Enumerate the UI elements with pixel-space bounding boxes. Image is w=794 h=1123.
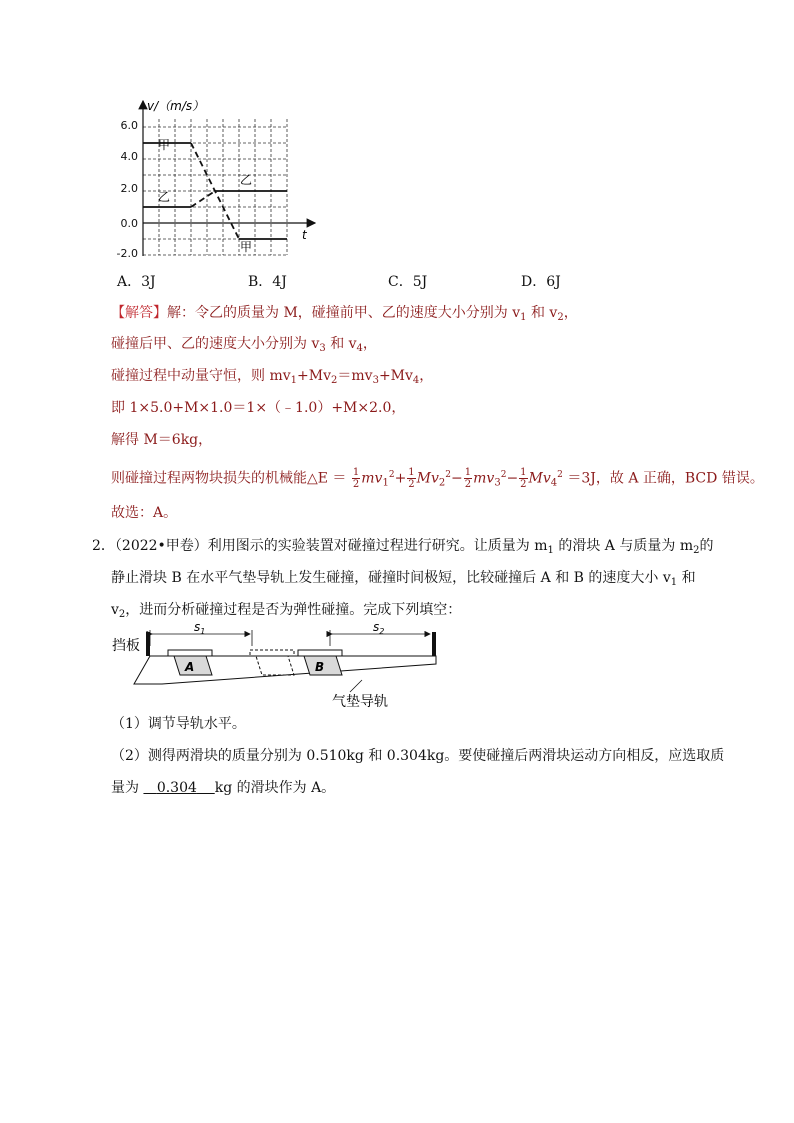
subscript: 1	[547, 545, 554, 556]
baffle-label: 挡板	[112, 638, 140, 654]
track-label-pointer	[350, 680, 362, 692]
text: 和	[681, 570, 696, 586]
text: +Mv	[378, 368, 413, 384]
fraction-half: $\frac{1}{2}$	[408, 467, 415, 491]
y-tick-labels	[117, 119, 138, 260]
fraction-half: $\frac{1}{2}$	[520, 467, 527, 491]
s1-label: $s_1$	[194, 620, 206, 636]
solution-line-1	[111, 303, 578, 328]
q2-part-2: （2）测得两滑块的质量分别为 0.510kg 和 0.304kg。要使碰撞后两滑块运动方向相反，应选取质	[111, 748, 725, 764]
subscript: 4	[356, 343, 363, 354]
slider-a-label: A	[185, 660, 195, 674]
text: 静止滑块 B 在水平气垫导轨上发生碰撞，碰撞时间极短，比较碰撞后 A 和 B 的速度大小 v	[111, 570, 671, 586]
text: 碰撞过程中动量守恒，则 mv	[111, 368, 291, 384]
text: ，进而分析碰撞过程是否为弹性碰撞。完成下列填空：	[125, 602, 462, 618]
subscript: 2	[693, 545, 700, 556]
subscript: 1	[520, 312, 527, 323]
subscript: 2	[118, 609, 126, 620]
air-track-apparatus	[110, 620, 440, 715]
baffle-right	[432, 632, 436, 656]
solution-line-6: 则碰撞过程两物块损失的机械能△E ＝ $\frac{1}{2}$ $mv_1^2+$ $\frac{1}{2}$ $Mv_2^2-$ $\frac{1}{2}$ $mv_3^2-$ $\frac{1}{2}$ $Mv_4^2 =3J$，故 A 正确，BCD 错误。	[111, 467, 764, 491]
term: Mv	[416, 470, 439, 487]
q2-part-2-cont	[111, 778, 335, 798]
solution-tag: 【解答】	[111, 305, 167, 321]
slider-b	[298, 650, 342, 675]
solution-line-5: 解得 M＝6kg，	[111, 432, 213, 448]
text: 量为	[111, 780, 139, 796]
fraction-half: $\frac{1}{2}$	[352, 467, 360, 491]
term: mv	[473, 470, 495, 487]
y-tick-label: 2.0	[120, 182, 138, 195]
text: kg 的滑块作为 A。	[214, 780, 336, 796]
text: ，	[362, 336, 377, 352]
q2-line-2	[111, 568, 696, 593]
y-axis-label: v/（m/s）	[147, 99, 205, 113]
slider-ghost	[250, 650, 294, 675]
label-yi-before: 乙	[158, 190, 171, 204]
q2-line-1	[92, 536, 713, 561]
solution-line-3	[111, 366, 433, 391]
y-tick-label: 0.0	[120, 217, 138, 230]
subscript: 1	[290, 375, 298, 386]
s2-label: $s_2$	[373, 620, 385, 636]
subscript: 3	[319, 343, 326, 354]
label-yi-after: 乙	[240, 173, 253, 187]
fraction-half: $\frac{1}{2}$	[464, 467, 472, 491]
label-jia-before: 甲	[158, 138, 171, 152]
track-label: 气垫导轨	[332, 694, 388, 710]
slider-a	[168, 650, 212, 675]
slider-b-label: B	[315, 660, 325, 674]
series-yi-segment	[191, 191, 215, 207]
solution-line-4: 即 1×5.0+M×1.0＝1×（﹣1.0）+M×2.0，	[111, 400, 406, 416]
text: 解：令乙的质量为 M，碰撞前甲、乙的速度大小分别为 v	[167, 305, 521, 321]
subscript: 3	[372, 375, 379, 386]
label-jia-after: 甲	[240, 240, 253, 254]
text: 碰撞后甲、乙的速度大小分别为 v	[111, 336, 320, 352]
option-a[interactable]: A．3J	[117, 274, 156, 290]
y-tick-label: -2.0	[116, 247, 138, 260]
text: v	[111, 602, 119, 618]
subscript: 2	[331, 375, 338, 386]
q2-part-1: （1）调节导轨水平。	[111, 716, 246, 732]
baffle-left	[146, 632, 150, 656]
text: ＝mv	[337, 368, 373, 384]
text: 和 v	[530, 305, 558, 321]
text: +Mv	[297, 368, 331, 384]
subscript: 2	[557, 312, 564, 323]
option-b[interactable]: B．4J	[248, 274, 287, 290]
y-tick-label: 4.0	[120, 150, 138, 163]
text: ，	[563, 305, 578, 321]
text: ，	[419, 368, 434, 384]
term: Mv	[528, 470, 551, 487]
y-tick-label: 6.0	[120, 119, 138, 132]
text: 则碰撞过程两物块损失的机械能△E ＝	[111, 470, 347, 487]
text: 2．（2022•甲卷）利用图示的实验装置对碰撞过程进行研究。让质量为 m	[92, 538, 548, 554]
text: 和 v	[330, 336, 357, 352]
answer-blank[interactable]: 0.304	[156, 780, 197, 796]
text: 的滑块 A 与质量为 m	[558, 538, 694, 554]
solution-line-2	[111, 334, 377, 359]
x-axis-label: t	[302, 228, 307, 242]
text: ＝3J，故 A 正确，BCD 错误。	[567, 470, 764, 487]
text: 的	[699, 538, 714, 554]
term: mv	[361, 470, 383, 487]
velocity-time-graph	[110, 96, 330, 266]
option-c[interactable]: C．5J	[388, 274, 428, 290]
solution-line-7: 故选：A。	[111, 505, 178, 521]
subscript: 1	[670, 577, 678, 588]
subscript: 4	[412, 375, 420, 386]
option-d[interactable]: D．6J	[521, 274, 561, 290]
